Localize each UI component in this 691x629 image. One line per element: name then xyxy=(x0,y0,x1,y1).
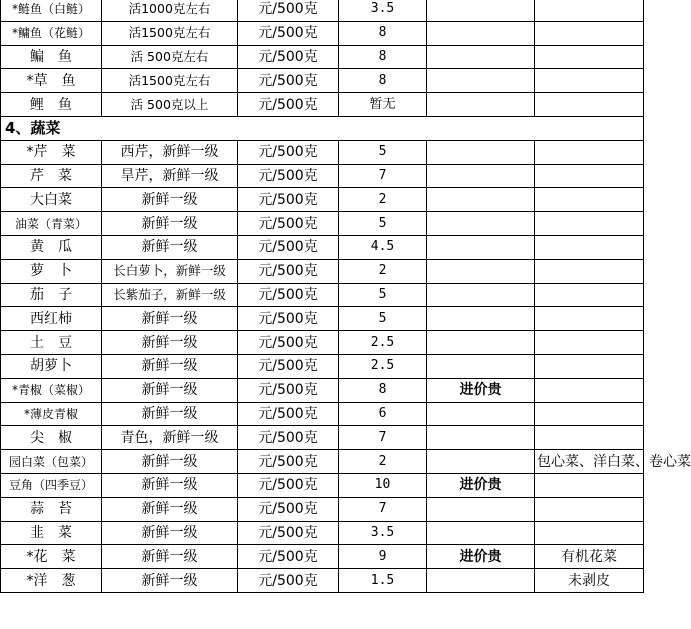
spec-cell[interactable]: 新鲜一级 xyxy=(102,188,238,212)
table-row xyxy=(1,188,644,212)
table-row xyxy=(1,426,644,450)
item-name-cell[interactable]: 萝 卜 xyxy=(1,259,102,283)
unit-cell[interactable]: 元/500克 xyxy=(238,140,339,164)
unit-cell[interactable]: 元/500克 xyxy=(238,259,339,283)
unit-cell[interactable]: 元/500克 xyxy=(238,354,339,378)
note-cell[interactable] xyxy=(427,283,535,307)
spec-cell[interactable]: 西芹，新鲜一级 xyxy=(102,140,238,164)
price-cell[interactable]: 5 xyxy=(339,307,427,331)
note-cell[interactable]: 进价贵 xyxy=(427,378,535,402)
unit-cell[interactable]: 元/500克 xyxy=(238,45,339,69)
price-cell[interactable]: 8 xyxy=(339,45,427,69)
table-row xyxy=(1,331,644,355)
remark-cell[interactable] xyxy=(535,93,644,117)
spec-cell[interactable]: 新鲜一级 xyxy=(102,378,238,402)
unit-cell[interactable]: 元/500克 xyxy=(238,21,339,45)
note-cell[interactable] xyxy=(427,307,535,331)
remark-cell[interactable]: 未剥皮 xyxy=(535,569,644,593)
price-cell[interactable]: 2 xyxy=(339,259,427,283)
item-name-cell[interactable]: *青椒（菜椒） xyxy=(1,378,102,402)
table-row xyxy=(1,378,644,402)
item-name-cell[interactable]: 蒜 苔 xyxy=(1,497,102,521)
table-row xyxy=(1,164,644,188)
table-row xyxy=(1,497,644,521)
unit-cell[interactable]: 元/500克 xyxy=(238,569,339,593)
unit-cell[interactable]: 元/500克 xyxy=(238,188,339,212)
table-row xyxy=(1,69,644,93)
unit-cell[interactable]: 元/500克 xyxy=(238,497,339,521)
remark-cell[interactable] xyxy=(535,0,644,21)
item-name-cell[interactable]: 茄 子 xyxy=(1,283,102,307)
item-name-cell[interactable]: 尖 椒 xyxy=(1,426,102,450)
section-title[interactable]: 4、蔬菜 xyxy=(1,116,644,140)
unit-cell[interactable]: 元/500克 xyxy=(238,0,339,21)
note-cell[interactable] xyxy=(427,402,535,426)
price-cell[interactable]: 3.5 xyxy=(339,0,427,21)
note-cell[interactable] xyxy=(427,140,535,164)
price-cell[interactable]: 7 xyxy=(339,426,427,450)
item-name-cell[interactable]: *芹 菜 xyxy=(1,140,102,164)
price-cell[interactable]: 2 xyxy=(339,188,427,212)
price-cell[interactable]: 7 xyxy=(339,497,427,521)
price-cell[interactable]: 暂无 xyxy=(339,93,427,117)
table-row xyxy=(1,521,644,545)
price-cell[interactable]: 8 xyxy=(339,378,427,402)
note-cell[interactable] xyxy=(427,331,535,355)
remark-cell[interactable] xyxy=(535,283,644,307)
item-name-cell[interactable]: *鳙鱼（花鲢） xyxy=(1,21,102,45)
price-cell[interactable]: 9 xyxy=(339,545,427,569)
price-cell[interactable]: 2 xyxy=(339,450,427,474)
spec-cell[interactable]: 活1000克左右 xyxy=(102,0,238,21)
item-name-cell[interactable]: 黄 瓜 xyxy=(1,235,102,259)
item-name-cell[interactable]: 芹 菜 xyxy=(1,164,102,188)
item-name-cell[interactable]: *洋 葱 xyxy=(1,569,102,593)
unit-cell[interactable]: 元/500克 xyxy=(238,283,339,307)
remark-cell[interactable]: 包心菜、洋白菜、卷心菜 xyxy=(535,450,644,474)
spec-cell[interactable]: 活1500克左右 xyxy=(102,21,238,45)
remark-cell[interactable] xyxy=(535,307,644,331)
item-name-cell[interactable]: 大白菜 xyxy=(1,188,102,212)
note-cell[interactable] xyxy=(427,259,535,283)
table-row xyxy=(1,212,644,236)
section-row xyxy=(1,116,644,140)
table-row xyxy=(1,0,644,21)
unit-cell[interactable]: 元/500克 xyxy=(238,212,339,236)
table-row xyxy=(1,354,644,378)
item-name-cell[interactable]: 土 豆 xyxy=(1,331,102,355)
remark-cell[interactable] xyxy=(535,378,644,402)
unit-cell[interactable]: 元/500克 xyxy=(238,69,339,93)
table-row xyxy=(1,21,644,45)
item-name-cell[interactable]: *草 鱼 xyxy=(1,69,102,93)
unit-cell[interactable]: 元/500克 xyxy=(238,378,339,402)
price-cell[interactable]: 7 xyxy=(339,164,427,188)
remark-cell[interactable] xyxy=(535,402,644,426)
table-row xyxy=(1,259,644,283)
unit-cell[interactable]: 元/500克 xyxy=(238,307,339,331)
spec-cell[interactable]: 活 500克左右 xyxy=(102,45,238,69)
unit-cell[interactable]: 元/500克 xyxy=(238,426,339,450)
item-name-cell[interactable]: *花 菜 xyxy=(1,545,102,569)
note-cell[interactable] xyxy=(427,93,535,117)
table-row xyxy=(1,545,644,569)
table-row xyxy=(1,402,644,426)
remark-cell[interactable] xyxy=(535,331,644,355)
note-cell[interactable] xyxy=(427,235,535,259)
fish-section xyxy=(1,0,644,116)
remark-cell[interactable] xyxy=(535,235,644,259)
unit-cell[interactable]: 元/500克 xyxy=(238,450,339,474)
item-name-cell[interactable]: 胡萝卜 xyxy=(1,354,102,378)
unit-cell[interactable]: 元/500克 xyxy=(238,164,339,188)
price-cell[interactable]: 8 xyxy=(339,69,427,93)
spec-cell[interactable]: 新鲜一级 xyxy=(102,212,238,236)
spec-cell[interactable]: 新鲜一级 xyxy=(102,545,238,569)
remark-cell[interactable] xyxy=(535,212,644,236)
table-row xyxy=(1,307,644,331)
remark-cell[interactable] xyxy=(535,521,644,545)
remark-cell[interactable] xyxy=(535,164,644,188)
unit-cell[interactable]: 元/500克 xyxy=(238,93,339,117)
note-cell[interactable] xyxy=(427,569,535,593)
spec-cell[interactable]: 新鲜一级 xyxy=(102,569,238,593)
spec-cell[interactable]: 旱芹，新鲜一级 xyxy=(102,164,238,188)
item-name-cell[interactable]: 园白菜（包菜） xyxy=(1,450,102,474)
item-name-cell[interactable]: 油菜（青菜） xyxy=(1,212,102,236)
table-row xyxy=(1,45,644,69)
note-cell[interactable] xyxy=(427,450,535,474)
table-row xyxy=(1,283,644,307)
remark-cell[interactable]: 有机花菜 xyxy=(535,545,644,569)
price-cell[interactable]: 4.5 xyxy=(339,235,427,259)
spec-cell[interactable]: 活1500克左右 xyxy=(102,69,238,93)
item-name-cell[interactable]: 鳊 鱼 xyxy=(1,45,102,69)
remark-cell[interactable] xyxy=(535,354,644,378)
note-cell[interactable] xyxy=(427,212,535,236)
item-name-cell[interactable]: 鲤 鱼 xyxy=(1,93,102,117)
note-cell[interactable] xyxy=(427,164,535,188)
remark-cell[interactable] xyxy=(535,188,644,212)
item-name-cell[interactable]: 西红柿 xyxy=(1,307,102,331)
veg-section xyxy=(1,140,691,592)
price-cell[interactable]: 2.5 xyxy=(339,331,427,355)
table-row xyxy=(1,235,644,259)
price-cell[interactable]: 2.5 xyxy=(339,354,427,378)
item-name-cell[interactable]: 豆角（四季豆） xyxy=(1,473,102,497)
unit-cell[interactable]: 元/500克 xyxy=(238,521,339,545)
remark-cell[interactable] xyxy=(535,259,644,283)
item-name-cell[interactable]: *薄皮青椒 xyxy=(1,402,102,426)
table-row xyxy=(1,473,644,497)
note-cell[interactable] xyxy=(427,521,535,545)
remark-cell[interactable] xyxy=(535,473,644,497)
spec-cell[interactable]: 长白萝卜，新鲜一级 xyxy=(102,259,238,283)
unit-cell[interactable]: 元/500克 xyxy=(238,235,339,259)
note-cell[interactable] xyxy=(427,0,535,21)
spec-cell[interactable]: 新鲜一级 xyxy=(102,354,238,378)
note-cell[interactable] xyxy=(427,188,535,212)
note-cell[interactable]: 进价贵 xyxy=(427,545,535,569)
remark-cell[interactable] xyxy=(535,45,644,69)
note-cell[interactable] xyxy=(427,497,535,521)
price-cell[interactable]: 3.5 xyxy=(339,521,427,545)
unit-cell[interactable]: 元/500克 xyxy=(238,545,339,569)
spec-cell[interactable]: 活 500克以上 xyxy=(102,93,238,117)
price-cell[interactable]: 5 xyxy=(339,140,427,164)
spec-cell[interactable]: 新鲜一级 xyxy=(102,402,238,426)
veg-section-header xyxy=(1,116,644,140)
spec-cell[interactable]: 青色，新鲜一级 xyxy=(102,426,238,450)
spec-cell[interactable]: 新鲜一级 xyxy=(102,497,238,521)
price-cell[interactable]: 5 xyxy=(339,212,427,236)
remark-cell[interactable] xyxy=(535,426,644,450)
item-name-cell[interactable]: *鲢鱼（白鲢） xyxy=(1,0,102,21)
remark-cell[interactable] xyxy=(535,21,644,45)
price-cell[interactable]: 5 xyxy=(339,283,427,307)
note-cell[interactable] xyxy=(427,69,535,93)
spec-cell[interactable]: 新鲜一级 xyxy=(102,307,238,331)
table-row xyxy=(1,450,644,474)
price-cell[interactable]: 10 xyxy=(339,473,427,497)
price-cell[interactable]: 1.5 xyxy=(339,569,427,593)
table-row xyxy=(1,569,644,593)
unit-cell[interactable]: 元/500克 xyxy=(238,402,339,426)
spec-cell[interactable]: 新鲜一级 xyxy=(102,331,238,355)
note-cell[interactable] xyxy=(427,45,535,69)
note-cell[interactable] xyxy=(427,426,535,450)
spec-cell[interactable]: 新鲜一级 xyxy=(102,235,238,259)
item-name-cell[interactable]: 韭 菜 xyxy=(1,521,102,545)
remark-cell[interactable] xyxy=(535,69,644,93)
note-cell[interactable] xyxy=(427,354,535,378)
note-cell[interactable] xyxy=(427,21,535,45)
note-cell[interactable]: 进价贵 xyxy=(427,473,535,497)
unit-cell[interactable]: 元/500克 xyxy=(238,473,339,497)
price-cell[interactable]: 6 xyxy=(339,402,427,426)
spec-cell[interactable]: 新鲜一级 xyxy=(102,450,238,474)
table-row xyxy=(1,93,644,117)
unit-cell[interactable]: 元/500克 xyxy=(238,331,339,355)
remark-cell[interactable] xyxy=(535,140,644,164)
price-cell[interactable]: 8 xyxy=(339,21,427,45)
spec-cell[interactable]: 长紫茄子，新鲜一级 xyxy=(102,283,238,307)
remark-cell[interactable] xyxy=(535,497,644,521)
table-row xyxy=(1,140,644,164)
spec-cell[interactable]: 新鲜一级 xyxy=(102,473,238,497)
spec-cell[interactable]: 新鲜一级 xyxy=(102,521,238,545)
